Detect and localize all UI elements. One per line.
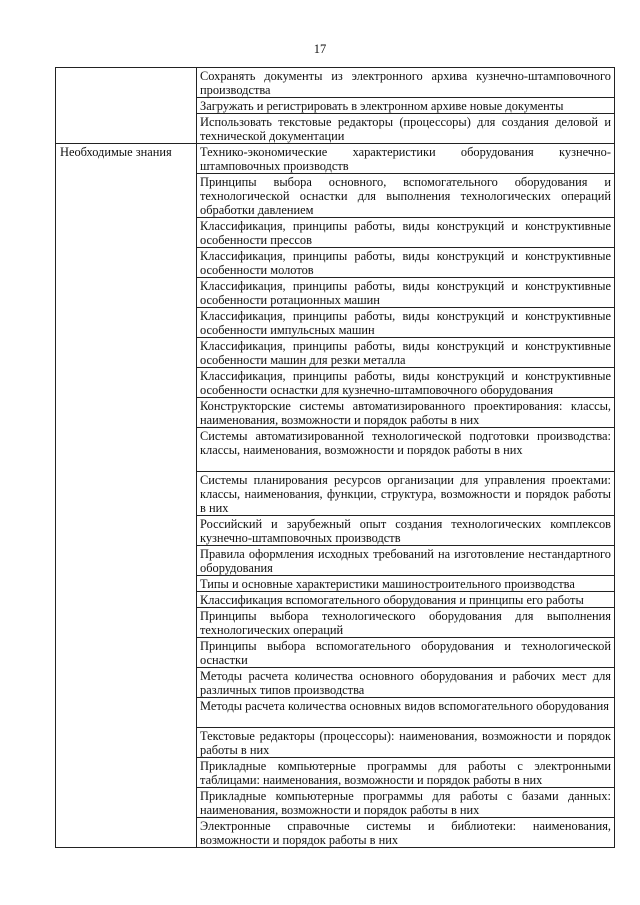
knowledge-item: Системы автоматизированной технологической подготовки производства: классы, наименования, возможности и порядок работы в них [197,428,615,472]
knowledge-item: Классификация, принципы работы, виды конструкций и конструктивные особенности импульсных машин [197,308,615,338]
knowledge-item: Классификация вспомогательного оборудования и принципы его работы [197,592,615,608]
knowledge-item: Конструкторские системы автоматизированного проектирования: классы, наименования, возможности и порядок работы в них [197,398,615,428]
knowledge-item: Классификация, принципы работы, виды конструкций и конструктивные особенности молотов [197,248,615,278]
knowledge-label: Необходимые знания [56,144,197,848]
knowledge-item: Классификация, принципы работы, виды конструкций и конструктивные особенности прессов [197,218,615,248]
knowledge-item: Системы планирования ресурсов организации для управления проектами: классы, наименования, функции, структура, возможности и порядок работы в них [197,472,615,516]
knowledge-item: Технико-экономические характеристики оборудования кузнечно-штамповочных производств [197,144,615,174]
knowledge-item: Типы и основные характеристики машиностроительного производства [197,576,615,592]
page-number: 17 [313,42,327,56]
skill-item: Загружать и регистрировать в электронном архиве новые документы [197,98,615,114]
knowledge-item: Электронные справочные системы и библиотеки: наименования, возможности и порядок работы в них [197,818,615,848]
knowledge-item: Методы расчета количества основного оборудования и рабочих мест для различных типов производства [197,668,615,698]
knowledge-item: Прикладные компьютерные программы для работы с электронными таблицами: наименования, возможности и порядок работы в них [197,758,615,788]
knowledge-item: Правила оформления исходных требований на изготовление нестандартного оборудования [197,546,615,576]
knowledge-item: Прикладные компьютерные программы для работы с базами данных: наименования, возможности и порядок работы в них [197,788,615,818]
table-row [56,68,615,98]
knowledge-item: Принципы выбора основного, вспомогательного оборудования и технологической оснастки для выполнения технологических операций обработки давлением [197,174,615,218]
knowledge-item: Классификация, принципы работы, виды конструкций и конструктивные особенности оснастки для кузнечно-штамповочного оборудования [197,368,615,398]
competency-table [55,67,615,848]
knowledge-item: Российский и зарубежный опыт создания технологических комплексов кузнечно-штамповочных производств [197,516,615,546]
skill-item: Использовать текстовые редакторы (процессоры) для создания деловой и технической документации [197,114,615,144]
skill-item: Сохранять документы из электронного архива кузнечно-штамповочного производства [197,68,615,98]
table-row [56,144,615,174]
skills-label-cell [56,68,197,144]
knowledge-item: Принципы выбора вспомогательного оборудования и технологической оснастки [197,638,615,668]
knowledge-item: Принципы выбора технологического оборудования для выполнения технологических операций [197,608,615,638]
knowledge-item: Классификация, принципы работы, виды конструкций и конструктивные особенности ротационных машин [197,278,615,308]
knowledge-item: Методы расчета количества основных видов вспомогательного оборудования [197,698,615,728]
knowledge-item: Текстовые редакторы (процессоры): наименования, возможности и порядок работы в них [197,728,615,758]
knowledge-item: Классификация, принципы работы, виды конструкций и конструктивные особенности машин для резки металла [197,338,615,368]
